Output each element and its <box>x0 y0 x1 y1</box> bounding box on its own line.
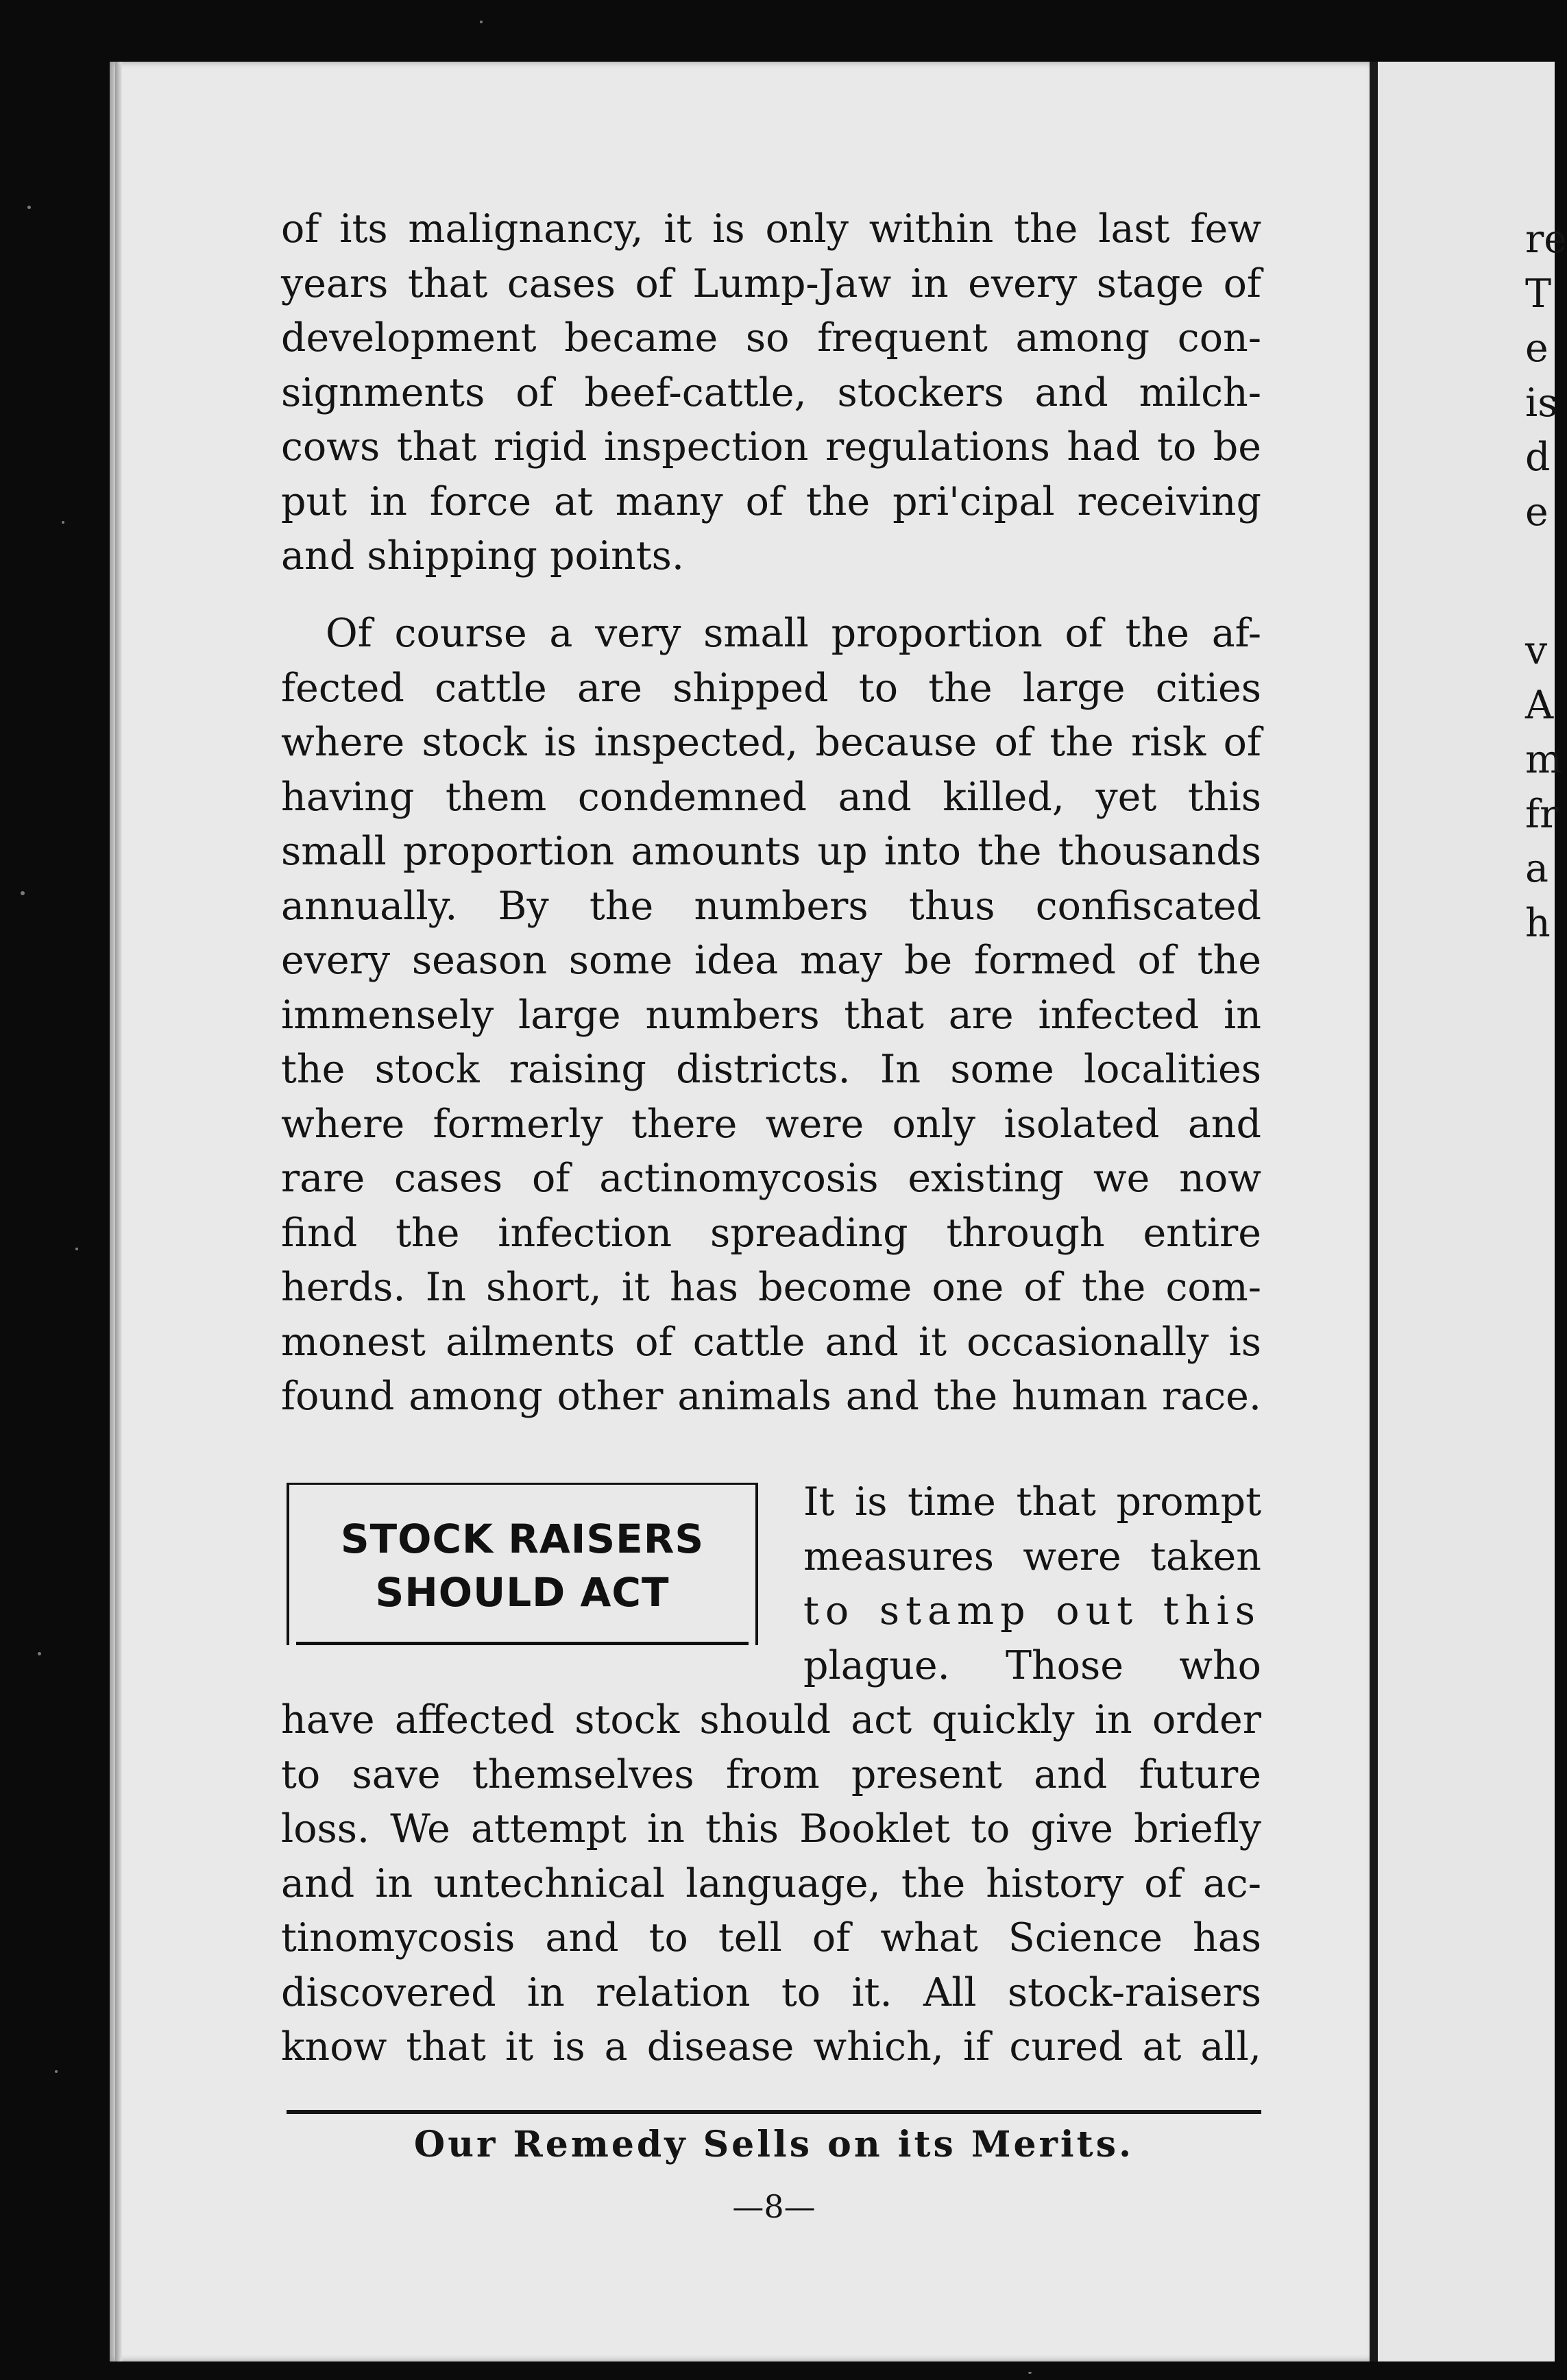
text-line: cows that rigid inspection regulations had to be <box>281 424 1261 470</box>
text-line: having them condemned and killed, yet this <box>281 774 1261 820</box>
book-gutter <box>1370 62 1378 2361</box>
text-line: years that cases of Lump-Jaw in every stage of <box>281 260 1261 306</box>
fragment-text: m <box>1525 737 1563 782</box>
text-line: know that it is a disease which, if cured at all, <box>281 2024 1261 2069</box>
text-line: and shipping points. <box>281 533 685 579</box>
scan-speck <box>75 1248 78 1250</box>
scan-speck <box>55 2070 58 2073</box>
page-number: —8— <box>732 2188 816 2225</box>
text-line: the stock raising districts. In some localities <box>281 1047 1261 1092</box>
scan-speck <box>480 21 483 23</box>
fragment-text: d <box>1525 435 1551 480</box>
paragraph-3 <box>281 1693 1261 2075</box>
section-heading <box>289 1512 755 1619</box>
text-line: herds. In short, it has become one of the com- <box>281 1265 1261 1310</box>
text-line: to save themselves from present and future <box>281 1751 1261 1797</box>
text-line: monest ailments of cattle and it occasionally is <box>281 1319 1261 1365</box>
scan-speck <box>27 206 31 209</box>
facing-page-fragments-bottom <box>1525 624 1562 951</box>
paragraph-2 <box>281 607 1261 1424</box>
fragment-text: h <box>1525 900 1551 946</box>
text-line: where formerly there were only isolated and <box>281 1101 1261 1147</box>
text-line: development became so frequent among con- <box>281 315 1261 361</box>
text-line: fected cattle are shipped to the large cities <box>281 665 1261 711</box>
text-line: discovered in relation to it. All stock-raisers <box>281 1969 1261 2015</box>
paragraph-1 <box>281 202 1261 584</box>
scan-speck <box>62 521 64 524</box>
section-heading-line: STOCK RAISERS <box>340 1516 705 1562</box>
side-paragraph <box>803 1475 1261 1693</box>
text-line: where stock is inspected, because of the risk of <box>281 720 1261 765</box>
fragment-text: T <box>1525 271 1552 317</box>
fragment-text: e <box>1525 489 1548 535</box>
text-line: to stamp out this <box>803 1588 1261 1634</box>
text-line: and in untechnical language, the history of ac- <box>281 1860 1261 1906</box>
scan-speck <box>1028 2372 1032 2374</box>
scan-speck <box>38 1652 41 1655</box>
footer-slogan: Our Remedy Sells on its Merits. <box>413 2124 1134 2165</box>
facing-page-fragments-top <box>1525 212 1567 539</box>
text-line: rare cases of actinomycosis existing we now <box>281 1156 1261 1201</box>
text-line: immensely large numbers that are infected in <box>281 992 1261 1038</box>
text-line: plague. Those who <box>803 1642 1261 1688</box>
fragment-text: v <box>1525 628 1548 673</box>
text-line: small proportion amounts up into the thousands <box>281 829 1261 874</box>
text-line: put in force at many of the pri'cipal receiving <box>281 478 1261 524</box>
fragment-text: a <box>1525 846 1548 891</box>
fragment-text: A <box>1525 682 1554 728</box>
text-line: tinomycosis and to tell of what Science has <box>281 1915 1261 1960</box>
text-line: measures were taken <box>803 1533 1261 1579</box>
text-line: found among other animals and the human race. <box>281 1374 1261 1419</box>
fragment-text: e <box>1525 326 1548 371</box>
section-heading-box <box>287 1483 758 1645</box>
text-line: signments of beef-cattle, stockers and milch- <box>281 369 1261 415</box>
text-line: loss. We attempt in this Booklet to give briefly <box>281 1806 1261 1851</box>
text-line: Of course a very small proportion of the af- <box>326 611 1261 656</box>
fragment-text: is <box>1525 380 1558 426</box>
text-line: annually. By the numbers thus confiscated <box>281 883 1261 929</box>
text-line: of its malignancy, it is only within the last few <box>281 206 1261 252</box>
text-line: find the infection spreading through entire <box>281 1210 1261 1256</box>
fragment-text: fr <box>1525 791 1559 837</box>
section-heading-line: SHOULD ACT <box>375 1569 670 1616</box>
text-line: every season some idea may be formed of the <box>281 938 1261 983</box>
fragment-text: re <box>1525 217 1567 262</box>
scan-speck <box>21 891 25 895</box>
text-line: It is time that prompt <box>803 1479 1261 1525</box>
footer-rule <box>287 2110 1261 2114</box>
text-line: have affected stock should act quickly in order <box>281 1697 1261 1742</box>
